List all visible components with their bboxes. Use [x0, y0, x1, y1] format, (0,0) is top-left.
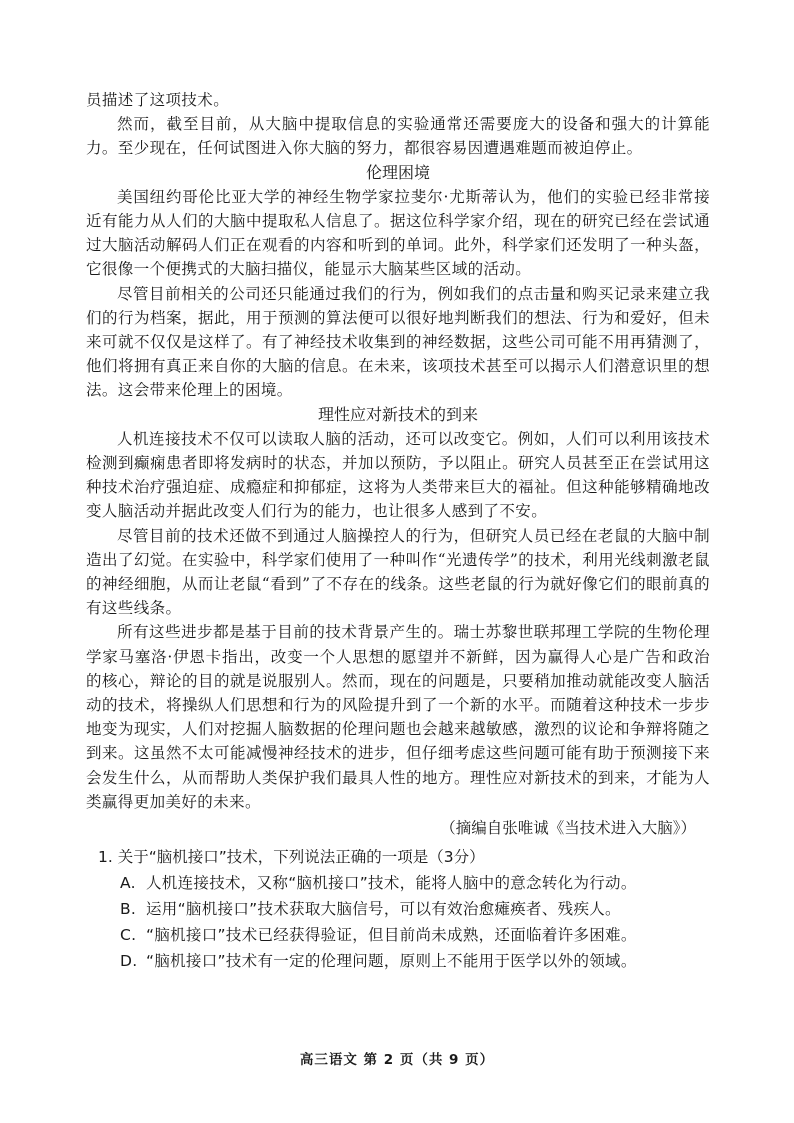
option-text: “脑机接口”技术已经获得验证，但目前尚未成熟，还面临着许多困难。 — [146, 926, 637, 945]
option-text: “脑机接口”技术有一定的伦理问题，原则上不能用于医学以外的领域。 — [146, 952, 637, 971]
option-letter: D. — [120, 952, 138, 971]
document-page — [86, 88, 710, 974]
article-paragraph: 然而，截至目前，从大脑中提取信息的实验通常还需要庞大的设备和强大的计算能力。至少现在，任何试图进入你大脑的努力，都很容易因遭遇难题而被迫停止。 — [86, 115, 710, 158]
option-b — [120, 896, 710, 922]
option-d — [120, 948, 710, 974]
page-footer: 高三语文 第 2 页（共 9 页） — [299, 1052, 495, 1068]
question-1 — [86, 844, 710, 974]
option-c — [120, 922, 710, 948]
section-heading-ethics: 伦理困境 — [365, 162, 430, 182]
article-paragraph: 人机连接技术不仅可以读取人脑的活动，还可以改变它。例如，人们可以利用该技术检测到癫痫患者即将发病时的状态，并加以预防，予以阻止。研究人员甚至正在尝试用这种技术治疗强迫症、成瘾症和抑郁症，这将为人类带来巨大的福祉。但这种能够精确地改变人脑活动并据此改变人们行为的能力，也让很多人感到了不安。 — [86, 429, 710, 521]
article-paragraph: 尽管目前的技术还做不到通过人脑操控人的行为，但研究人员已经在老鼠的大脑中制造出了幻觉。在实验中，科学家们使用了一种叫作“光遗传学”的技术，利用光线刺激老鼠的神经细胞，从而让老鼠“看到”了不存在的线条。这些老鼠的行为就好像它们的眼前真的有这些线条。 — [86, 526, 710, 618]
article-paragraph: 美国纽约哥伦比亚大学的神经生物学家拉斐尔·尤斯蒂认为，他们的实验已经非常接近有能力从人们的大脑中提取私人信息了。据这位科学家介绍，现在的研究已经在尝试通过大脑活动解码人们正在观看的内容和听到的单词。此外，科学家们还发明了一种头盔，它很像一个便携式的大脑扫描仪，能显示大脑某些区域的活动。 — [86, 187, 710, 279]
option-letter: C. — [120, 926, 137, 945]
option-letter: A. — [120, 874, 136, 893]
article-source: （摘编自张唯诚《当技术进入大脑》） — [440, 819, 696, 838]
article-paragraph: 所有这些进步都是基于目前的技术背景产生的。瑞士苏黎世联邦理工学院的生物伦理学家马塞洛·伊恩卡指出，改变一个人思想的愿望并不新鲜，因为赢得人心是广告和政治的核心，辩论的目的就是说服别人。然而，现在的问题是，只要稍加推动就能改变人脑活动的技术，将操纵人们思想和行为的风险提升到了一个新的水平。而随着这种技术一步步地变为现实，人们对挖掘人脑数据的伦理问题也会越来越敏感，激烈的议论和争辩将随之到来。这虽然不太可能减慢神经技术的进步，但仔细考虑这些问题可能有助于预测接下来会发生什么，从而帮助人类保护我们最具人性的地方。理性应对新技术的到来，才能为人类赢得更加美好的未来。 — [86, 623, 710, 811]
article-paragraph: 员描述了这项技术。 — [86, 91, 230, 109]
option-text: 运用“脑机接口”技术获取大脑信号，可以有效治愈瘫痪者、残疾人。 — [146, 900, 621, 919]
option-text: 人机连接技术，又称“脑机接口”技术，能将人脑中的意念转化为行动。 — [146, 874, 637, 893]
option-a — [120, 870, 710, 896]
article-paragraph: 尽管目前相关的公司还只能通过我们的行为，例如我们的点击量和购买记录来建立我们的行为档案，据此，用于预测的算法便可以很好地判断我们的想法、行为和爱好，但未来可就不仅仅是这样了。有了神经技术收集到的神经数据，这些公司可能不用再猜测了，他们将拥有真正来自你的大脑的信息。在未来，该项技术甚至可以揭示人们潜意识里的想法。这会带来伦理上的困境。 — [86, 284, 710, 400]
option-letter: B. — [120, 900, 137, 919]
section-heading-rational-response: 理性应对新技术的到来 — [317, 404, 478, 424]
question-stem: 1. 关于“脑机接口”技术，下列说法正确的一项是（3分） — [98, 848, 485, 867]
